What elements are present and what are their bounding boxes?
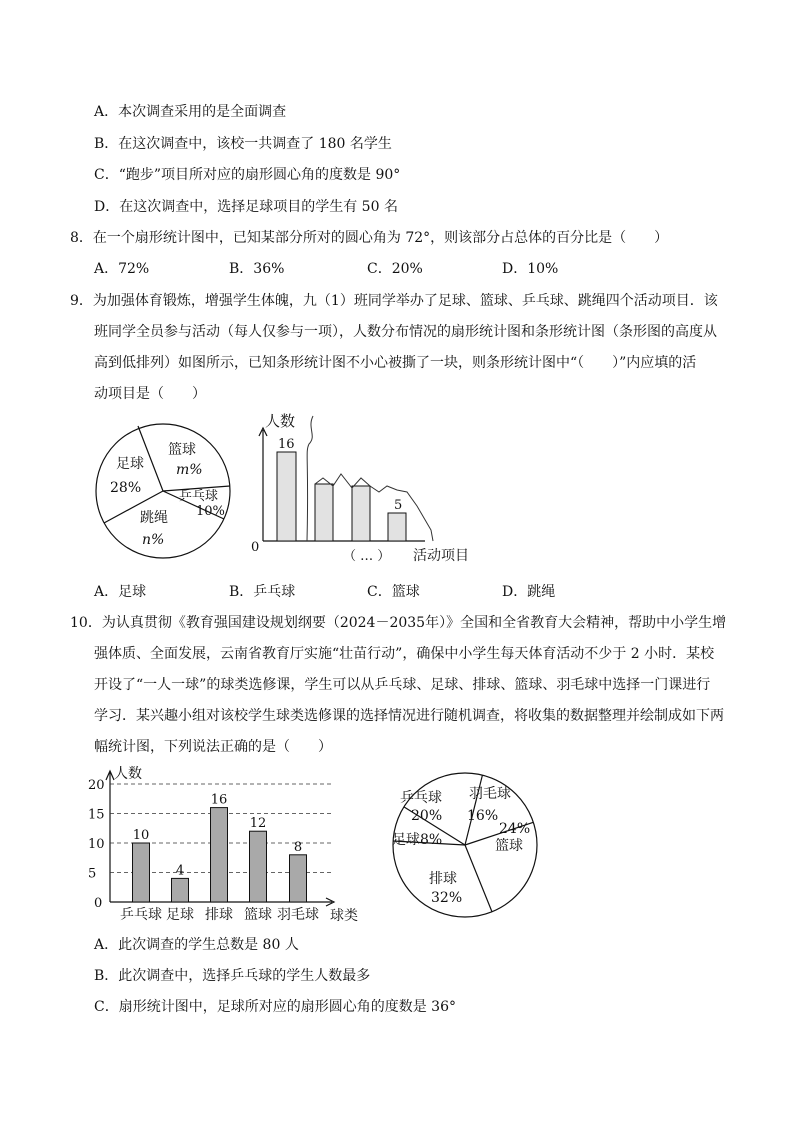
q7-option-d: D．在这次调查中，选择足球项目的学生有 50 名 [94,199,398,215]
pie10-pct-pingpong: 20% [411,808,443,824]
q9-bar-chart [245,408,485,568]
bar-4 [352,486,370,541]
q8-option-d: D．10% [502,261,559,277]
pie10-pct-basketball: 24% [499,821,531,837]
q10-stem-line-3: 开设了“一人一球”的球类选修课，学生可以从乒乓球、足球、排球、篮球、羽毛球中选择一门课进行 [94,677,711,693]
pie-label-football: 足球 [116,456,144,472]
bar-5 [388,513,406,541]
pie10-label-basketball: 篮球 [495,838,523,854]
pie10-label-football: 足球8% [392,832,443,848]
pie10-label-volleyball: 排球 [429,871,457,887]
bar-羽毛球 [290,855,307,902]
bar-足球 [172,878,189,902]
q8-option-b: B．36% [229,261,285,277]
x-category-label: 足球 [166,907,194,923]
q9-option-b: B．乒乓球 [229,584,296,600]
q10-stem-line-4: 学习．某兴趣小组对该校学生球类选修课的选择情况进行随机调查，将收集的数据整理并绘制成如下两 [94,708,724,724]
pie10-label-badminton: 羽毛球 [469,786,511,802]
q10-stem-line-2: 强体质、全面发展，云南省教育厅实施“壮苗行动”，确保中小学生每天体育活动不少于 2 小时．某校 [94,646,715,662]
q9-option-c: C．篮球 [367,584,420,600]
bar-排球 [211,808,228,902]
y-tick-label: 15 [88,807,105,823]
y-tick-label: 0 [94,896,103,911]
q9-stem-line-1: 9．为加强体育锻炼，增强学生体魄，九（1）班同学举办了足球、篮球、乒乓球、跳绳四个活动项目．该 [70,293,718,309]
bar-乒乓球 [133,843,150,902]
bar-value-label: 12 [249,816,267,832]
bar10-x-label: 球类 [330,908,358,924]
q10-stem-line-1: 10．为认真贯彻《教育强国建设规划纲要（2024－2035年）》全国和全省教育大会精神，帮助中小学生增 [70,615,727,631]
pie-label-10: 10% [196,504,225,519]
pie10-pct-badminton: 16% [467,808,499,824]
q10-option-c: C．扇形统计图中，足球所对应的扇形圆心角的度数是 36° [94,999,456,1015]
q7-option-b: B．在这次调查中，该校一共调查了 180 名学生 [94,136,392,152]
q10-option-a: A．此次调查的学生总数是 80 人 [94,937,299,953]
bar-value-label: 16 [210,792,228,808]
bar-5-label: 5 [394,498,403,513]
q7-option-a: A．本次调查采用的是全面调查 [94,104,287,120]
pie-label-28: 28% [110,480,142,496]
bar-y-label: 人数 [265,412,296,430]
pie-label-rope: 跳绳 [140,510,168,526]
q10-option-b: B．此次调查中，选择乒乓球的学生人数最多 [94,968,371,984]
q9-option-d: D．跳绳 [502,584,556,600]
y-tick-label: 20 [88,778,105,793]
q10-bar-chart [84,758,374,928]
x-category-label: 羽毛球 [277,907,319,923]
pie-label-m: m% [176,462,203,478]
q9-option-a: A．足球 [94,584,147,600]
bar-3 [315,484,333,541]
x-category-label: 乒乓球 [120,907,162,923]
q8-stem: 8．在一个扇形统计图中，已知某部分所对的圆心角为 72°，则该部分占总体的百分比是（ ） [70,230,669,246]
q10-pie-chart [385,770,545,920]
pie10-label-pingpong: 乒乓球 [400,790,442,806]
bar-hidden-label: （ … ） [343,549,391,564]
x-category-label: 篮球 [244,907,272,923]
bar-value-label: 4 [175,863,185,879]
bar-origin: 0 [251,540,260,555]
bar-16-label: 16 [278,437,295,452]
bar-value-label: 8 [293,839,303,855]
pie-label-basketball: 篮球 [168,442,196,458]
y-tick-label: 5 [88,866,97,882]
q7-option-c: C．“跑步”项目所对应的扇形圆心角的度数是 90° [94,167,401,183]
q9-stem-line-3: 高到低排列）如图所示，已知条形统计图不小心被撕了一块，则条形统计图中“（ ）”内应填的活 [94,355,697,371]
pie-label-pingpong: 乒乓球 [179,489,219,504]
q9-stem-line-4: 动项目是（ ） [94,386,206,402]
y-tick-label: 10 [88,837,105,852]
bar10-y-label: 人数 [114,766,142,782]
bar-16 [277,452,296,541]
bar-x-label: 活动项目 [413,548,469,564]
x-category-label: 排球 [205,907,233,923]
q9-pie-chart [90,416,240,566]
q8-option-c: C．20% [367,261,423,277]
q9-stem-line-2: 班同学全员参与活动（每人仅参与一项），人数分布情况的扇形统计图和条形统计图（条形图的高度从 [94,324,717,340]
q10-stem-line-5: 幅统计图，下列说法正确的是（ ） [94,739,332,755]
pie10-pct-volleyball: 32% [431,890,463,906]
pie-label-n: n% [142,532,165,548]
bar-value-label: 10 [132,828,150,843]
bar-篮球 [250,831,267,902]
q8-option-a: A．72% [94,261,150,277]
